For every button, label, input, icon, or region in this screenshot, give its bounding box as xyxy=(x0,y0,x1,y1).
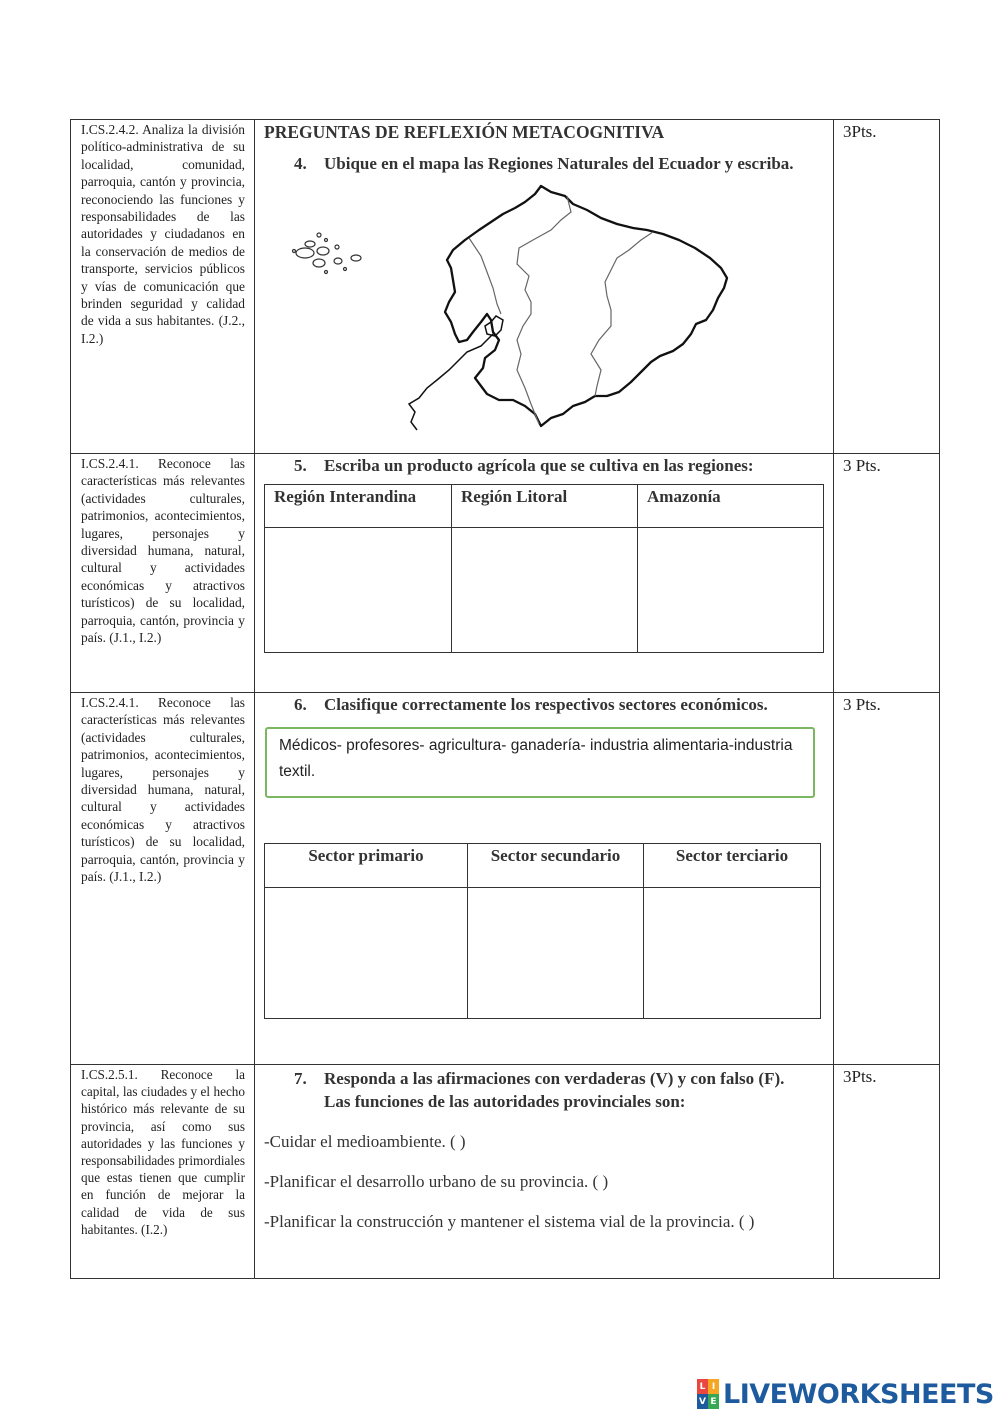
ecuador-outline xyxy=(445,186,727,426)
question-5 xyxy=(255,456,833,476)
indicator-text: I.CS.2.4.1. Reconoce las características más relevantes (actividades culturales, patrimonios, acontecimientos, lugares, personajes y diversidad humana, natural, cultural y actividades económicas y atractivos turísticos) de su localidad, parroquia, cantón, provincia y país. (J.1., I.2.) xyxy=(81,695,245,885)
sectors-table xyxy=(264,843,821,1019)
question-number: 5. xyxy=(294,456,307,475)
row-q7 xyxy=(71,1065,940,1279)
header-sector-primario: Sector primario xyxy=(265,844,468,888)
regions-table xyxy=(264,484,824,653)
question-text: Responda a las afirmaciones con verdaderas (V) y con falso (F). xyxy=(324,1069,785,1088)
question-number: 4. xyxy=(294,154,307,173)
ecuador-map xyxy=(255,174,833,448)
header-sector-terciario: Sector terciario xyxy=(644,844,821,888)
worksheet-table xyxy=(70,119,940,1279)
answer-cell-interandina[interactable] xyxy=(265,528,452,653)
answer-cell-secundario[interactable] xyxy=(468,888,644,1019)
header-region-interandina: Región Interandina xyxy=(265,485,452,528)
answer-cell-litoral[interactable] xyxy=(452,528,638,653)
region-borders xyxy=(469,196,653,424)
guayas-coast xyxy=(409,316,503,430)
section-title: PREGUNTAS DE REFLEXIÓN METACOGNITIVA xyxy=(264,122,665,142)
question-subtitle: Las funciones de las autoridades provinciales son: xyxy=(324,1092,686,1111)
header-amazonia: Amazonía xyxy=(638,485,824,528)
row-q5 xyxy=(71,454,940,693)
points-label: 3Pts. xyxy=(843,122,877,141)
points-label: 3Pts. xyxy=(843,1067,877,1086)
points-label: 3 Pts. xyxy=(843,695,881,714)
header-sector-secundario: Sector secundario xyxy=(468,844,644,888)
answer-cell-terciario[interactable] xyxy=(644,888,821,1019)
statement-2[interactable]: -Planificar el desarrollo urbano de su provincia. ( ) xyxy=(264,1172,609,1191)
statement-3[interactable]: -Planificar la construcción y mantener el sistema vial de la provincia. ( ) xyxy=(264,1212,755,1231)
brand-name: LIVEWORKSHEETS xyxy=(723,1378,994,1410)
answer-cell-amazonia[interactable] xyxy=(638,528,824,653)
indicator-text: I.CS.2.4.2. Analiza la división político-administrativa de su localidad, comunidad, parroquia, cantón y provincia, reconociendo las funciones y responsabilidades de las autoridades y ciudadanos en la conservación de medios de transporte, servicios públicos y vías de comunicación que brinden seguridad y calidad de vida a sus habitantes. (J.2., I.2.) xyxy=(81,122,245,346)
answer-cell-primario[interactable] xyxy=(265,888,468,1019)
liveworksheets-logo xyxy=(697,1376,994,1412)
question-6 xyxy=(255,695,833,715)
word-bank-box: Médicos- profesores- agricultura- ganadería- industria alimentaria-industria textil. xyxy=(265,727,815,798)
question-text: Clasifique correctamente los respectivos sectores económicos. xyxy=(324,695,768,714)
indicator-text: I.CS.2.5.1. Reconoce la capital, las ciudades y el hecho histórico más relevante de su provincia, así como sus autoridades y las funciones y responsabilidades primordiales que estas tienen que cumplir en función de mejorar la calidad de vida de sus habitantes. (I.2.) xyxy=(81,1067,245,1237)
question-text: Ubique en el mapa las Regiones Naturales del Ecuador y escriba. xyxy=(324,154,794,173)
row-q4 xyxy=(71,120,940,454)
statement-1[interactable]: -Cuidar el medioambiente. ( ) xyxy=(264,1132,466,1151)
question-4 xyxy=(255,154,833,174)
header-region-litoral: Región Litoral xyxy=(452,485,638,528)
live-badge-icon: L I V E xyxy=(697,1379,719,1409)
points-label: 3 Pts. xyxy=(843,456,881,475)
question-number: 7. xyxy=(294,1069,307,1088)
galapagos-islands-icon xyxy=(293,233,362,274)
question-7 xyxy=(255,1067,833,1113)
indicator-text: I.CS.2.4.1. Reconoce las características más relevantes (actividades culturales, patrimonios, acontecimientos, lugares, personajes y diversidad humana, natural, cultural y actividades económicas y atractivos turísticos) de su localidad, parroquia, cantón, provincia y país. (J.1., I.2.) xyxy=(81,456,245,646)
question-text: Escriba un producto agrícola que se cultiva en las regiones: xyxy=(324,456,754,475)
question-number: 6. xyxy=(294,695,307,714)
row-q6 xyxy=(71,693,940,1065)
